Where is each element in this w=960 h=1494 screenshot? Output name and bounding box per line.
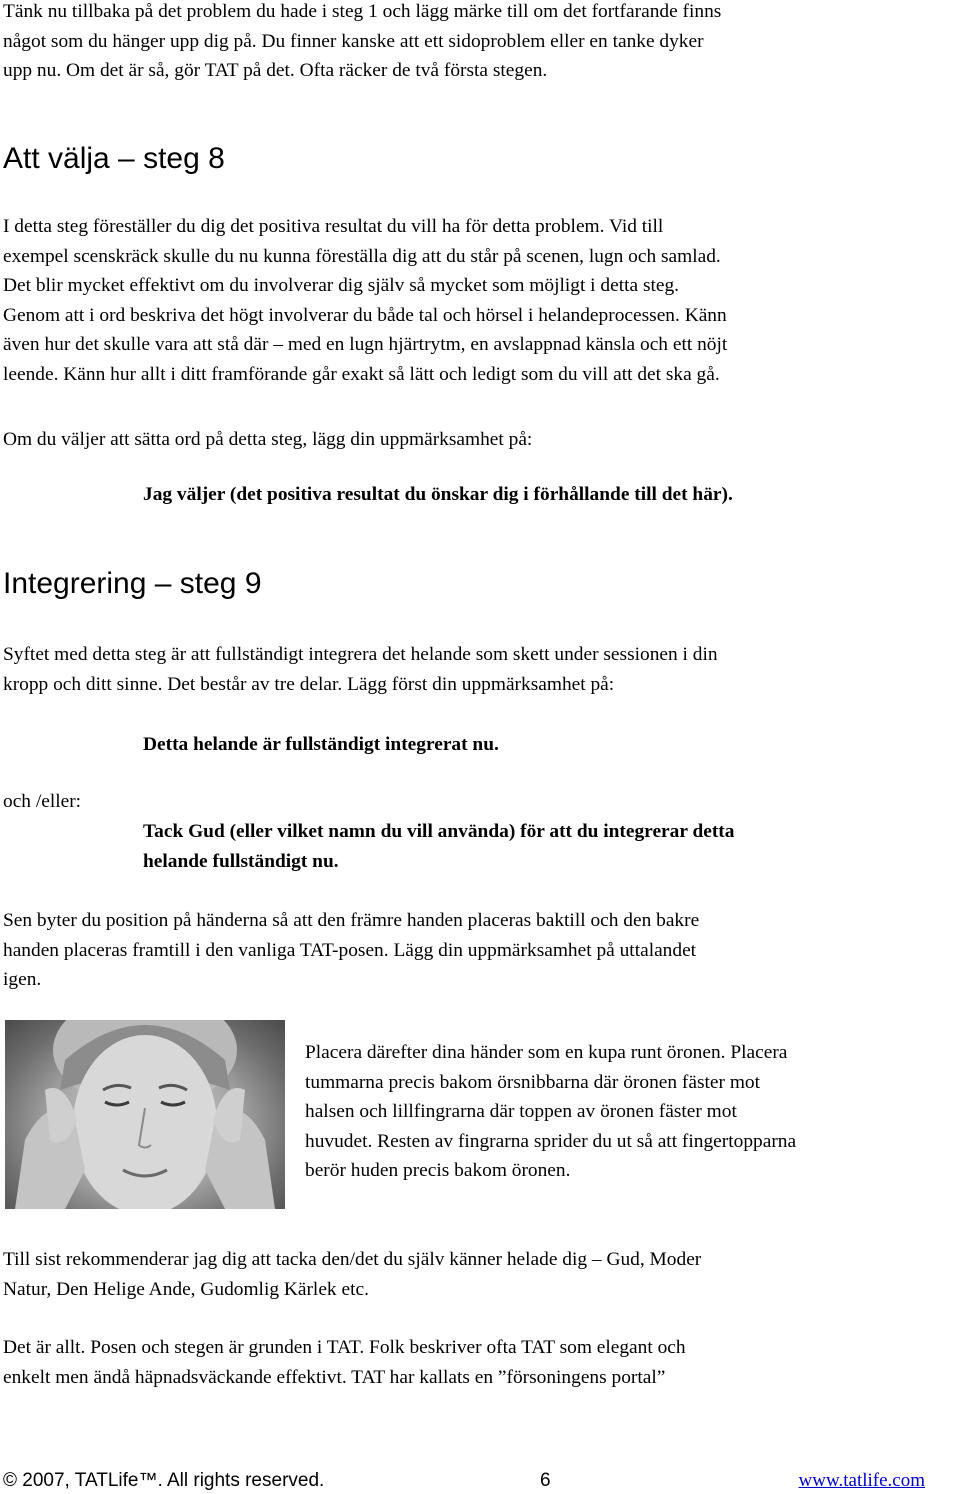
step9-body — [3, 640, 958, 699]
text-line: exempel scenskräck skulle du nu kunna föreställa dig att du står på scenen, lugn och samlad. — [3, 245, 721, 267]
pose-photo-drawing — [5, 1020, 285, 1209]
text-line: Till sist rekommenderar jag dig att tacka den/det du själv känner helade dig – Gud, Moder — [3, 1249, 702, 1270]
text-line: Det är allt. Posen och stegen är grunden i TAT. Folk beskriver ofta TAT som elegant och — [3, 1337, 686, 1358]
text-line: Placera därefter dina händer som en kupa runt öronen. Placera — [305, 1042, 788, 1063]
step9-statement1: Detta helande är fullständigt integrerat nu. — [143, 734, 499, 755]
text-line: Det blir mycket effektivt om du involverar dig själv så mycket som möjligt i detta steg. — [3, 275, 680, 296]
website-link[interactable]: www.tatlife.com — [798, 1470, 925, 1491]
text-line: tummarna precis bakom örsnibbarna där öronen fäster mot — [305, 1071, 760, 1093]
step8-body — [3, 212, 958, 389]
pose-photo — [5, 1020, 285, 1209]
text-line: enkelt men ändå häpnadsväckande effektivt. TAT har kallats en ”försoningens portal” — [3, 1366, 666, 1388]
text-line: helande fullständigt nu. — [143, 850, 339, 872]
or-label: och /eller: — [3, 791, 82, 812]
text-line: upp nu. Om det är så, gör TAT på det. Ofta räcker de två första stegen. — [3, 60, 548, 81]
text-line: halsen och lillfingrarna där toppen av öronen fäster mot — [305, 1101, 737, 1122]
step9-heading: Integrering – steg 9 — [3, 567, 262, 600]
page-number: 6 — [540, 1470, 551, 1491]
text-line: I detta steg föreställer du dig det positiva resultat du vill ha för detta problem. Vid till — [3, 216, 664, 237]
page-footer — [0, 1468, 960, 1494]
text-line: Genom att i ord beskriva det högt involverar du både tal och hörsel i helandeprocessen. Känn — [3, 304, 727, 326]
text-line: Tänk nu tillbaka på det problem du hade i steg 1 och lägg märke till om det fortfarande finns — [3, 1, 722, 22]
text-line: Natur, Den Helige Ande, Gudomlig Kärlek etc. — [3, 1278, 369, 1300]
step9-statement2 — [143, 817, 960, 876]
text-line: Syftet med detta steg är att fullständigt integrera det helande som skett under sessionen i din — [3, 644, 718, 665]
photo-caption — [305, 1038, 955, 1186]
copyright-notice: © 2007, TATLife™. All rights reserved. — [3, 1470, 325, 1491]
text-line: handen placeras framtill i den vanliga TAT-posen. Lägg din uppmärksamhet på uttalandet — [3, 939, 697, 961]
text-line: även hur det skulle vara att stå där – med en lugn hjärtrytm, en avslappnad känsla och ett nöjt — [3, 334, 728, 355]
step8-heading: Att välja – steg 8 — [3, 142, 225, 175]
switch-paragraph — [3, 906, 958, 995]
text-line: något som du hänger upp dig på. Du finner kanske att ett sidoproblem eller en tanke dyker — [3, 30, 704, 52]
closing-paragraph — [3, 1333, 958, 1392]
text-line: huvudet. Resten av fingrarna sprider du ut så att fingertopparna — [305, 1130, 797, 1152]
intro-paragraph — [3, 0, 958, 86]
text-line: igen. — [3, 969, 42, 990]
step8-prompt: Om du väljer att sätta ord på detta steg, lägg din uppmärksamhet på: — [3, 429, 533, 450]
text-line: leende. Känn hur allt i ditt framförande går exakt så lätt och ledigt som du vill att det ska gå. — [3, 363, 720, 385]
step8-statement: Jag väljer (det positiva resultat du önskar dig i förhållande till det här). — [143, 484, 733, 505]
text-line: berör huden precis bakom öronen. — [305, 1160, 571, 1181]
text-line: kropp och ditt sinne. Det består av tre delar. Lägg först din uppmärksamhet på: — [3, 673, 615, 695]
thanks-paragraph — [3, 1245, 958, 1304]
text-line: Tack Gud (eller vilket namn du vill använda) för att du integrerar detta — [143, 821, 735, 842]
text-line: Sen byter du position på händerna så att den främre handen placeras baktill och den bakre — [3, 910, 700, 931]
